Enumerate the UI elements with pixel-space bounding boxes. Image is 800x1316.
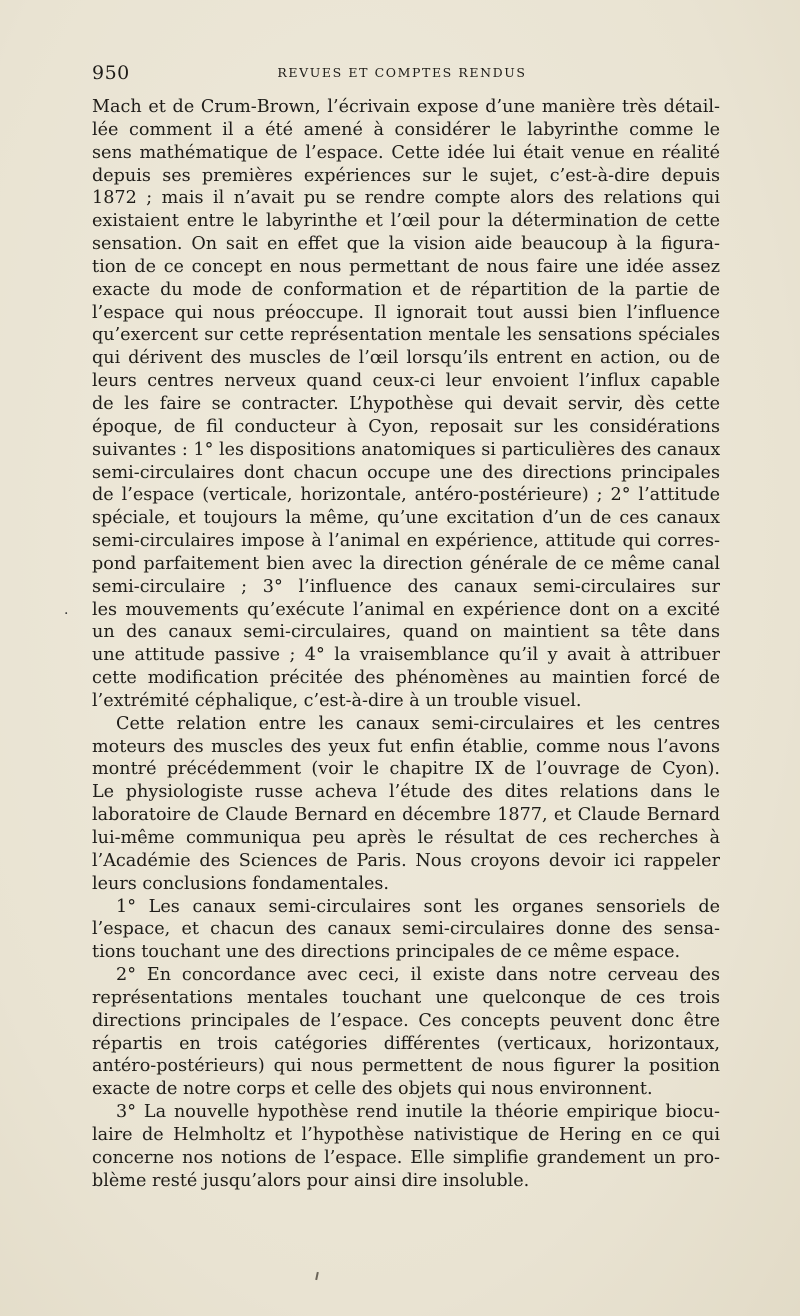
text-line: une attitude passive ; 4° la vraisemblance qu’il y avait à attribuer [92, 645, 720, 666]
text-line: depuis ses premières expériences sur le sujet, c’est-à-dire depuis [92, 165, 720, 186]
running-head: REVUES ET COMPTES RENDUS [277, 65, 527, 80]
text-line: directions principales de l’espace. Ces concepts peuvent donc être [92, 1010, 720, 1031]
text-line: un des canaux semi-circulaires, quand on maintient sa tête dans [92, 622, 720, 643]
text-line: l’extrémité céphalique, c’est-à-dire à un trouble visuel. [92, 690, 582, 711]
text-line: montré précédemment (voir le chapitre IX de l’ouvrage de Cyon). [92, 759, 720, 780]
text-line: tion de ce concept en nous permettant de nous faire une idée assez [92, 256, 720, 277]
text-line: semi-circulaires dont chacun occupe une des directions principales [92, 462, 720, 483]
text-line: l’Académie des Sciences de Paris. Nous croyons devoir ici rappeler [92, 850, 720, 871]
text-line: spéciale, et toujours la même, qu’une excitation d’un de ces canaux [92, 508, 720, 529]
text-line: de les faire se contracter. L’hypothèse qui devait servir, dès cette [92, 393, 720, 414]
text-line: moteurs des muscles des yeux fut enfin établie, comme nous l’avons [92, 736, 720, 757]
text-line: sensation. On sait en effet que la vision aide beaucoup à la figura- [92, 234, 720, 255]
text-line: existaient entre le labyrinthe et l’œil pour la détermination de cette [92, 211, 720, 232]
text-line: qui dérivent des muscles de l’œil lorsqu’ils entrent en action, ou de [92, 348, 720, 369]
text-line: pond parfaitement bien avec la direction générale de ce même canal [92, 553, 720, 574]
text-line: tions touchant une des directions principales de ce même espace. [92, 942, 681, 963]
paragraph-start: Cette relation entre les canaux semi-circulaires et les centres [116, 713, 720, 734]
text-line: Le physiologiste russe acheva l’étude des dites relations dans le [92, 782, 720, 803]
text-line: semi-circulaire ; 3° l’influence des canaux semi-circulaires sur [92, 576, 720, 597]
text-line: laire de Helmholtz et l’hypothèse nativistique de Hering en ce qui [92, 1124, 720, 1145]
text-line: cette modification précitée des phénomènes au maintien forcé de [92, 668, 720, 689]
text-line: l’espace, et chacun des canaux semi-circulaires donne des sensa- [92, 919, 720, 940]
text-line: de l’espace (verticale, horizontale, antéro-postérieure) ; 2° l’attitude [92, 485, 720, 506]
text-line: représentations mentales touchant une quelconque de ces trois [92, 987, 720, 1008]
text-line: laboratoire de Claude Bernard en décembre 1877, et Claude Bernard [92, 805, 720, 826]
text-line: antéro-postérieurs) qui nous permettent de nous figurer la position [92, 1056, 720, 1077]
text-line: époque, de fil conducteur à Cyon, reposait sur les considérations [92, 416, 720, 437]
text-line: qu’exercent sur cette représentation mentale les sensations spéciales [92, 325, 720, 346]
text-line: répartis en trois catégories différentes (verticaux, horizontaux, [92, 1033, 720, 1054]
text-line: l’espace qui nous préoccupe. Il ignorait tout aussi bien l’influence [92, 302, 720, 323]
text-line: Mach et de Crum-Brown, l’écrivain expose d’une manière très détail- [92, 97, 720, 117]
text-line: blème resté jusqu’alors pour ainsi dire insoluble. [92, 1170, 530, 1191]
text-line: lui-même communiqua peu après le résultat de ces recherches à [92, 828, 720, 848]
body-text [92, 96, 720, 1193]
text-line: concerne nos notions de l’espace. Elle simplifie grandement un pro- [92, 1147, 720, 1168]
page-number: 950 [92, 62, 130, 84]
text-line: leurs conclusions fondamentales. [92, 873, 390, 894]
text-line: 1872 ; mais il n’avait pu se rendre compte alors des relations qui [92, 188, 720, 209]
page-header [92, 62, 712, 86]
text-line: sens mathématique de l’espace. Cette idée lui était venue en réalité [92, 142, 720, 163]
margin-mark: · [64, 606, 69, 622]
text-line: les mouvements qu’exécute l’animal en expérience dont on a excité [92, 599, 720, 620]
paragraph-start: 1° Les canaux semi-circulaires sont les organes sensoriels de [116, 896, 720, 917]
text-line: semi-circulaires impose à l’animal en expérience, attitude qui corres- [92, 531, 720, 552]
paper-speck [315, 1272, 319, 1280]
paragraph-start: 2° En concordance avec ceci, il existe dans notre cerveau des [116, 965, 720, 986]
text-line: lée comment il a été amené à considérer le labyrinthe comme le [92, 119, 720, 140]
text-line: leurs centres nerveux quand ceux-ci leur envoient l’influx capable [92, 371, 720, 392]
paragraph-start: 3° La nouvelle hypothèse rend inutile la théorie empirique biocu- [116, 1102, 720, 1123]
text-line: suivantes : 1° les dispositions anatomiques si particulières des canaux [92, 439, 720, 460]
text-line: exacte de notre corps et celle des objets qui nous environnent. [92, 1079, 653, 1100]
text-line: exacte du mode de conformation et de répartition de la partie de [92, 279, 720, 300]
